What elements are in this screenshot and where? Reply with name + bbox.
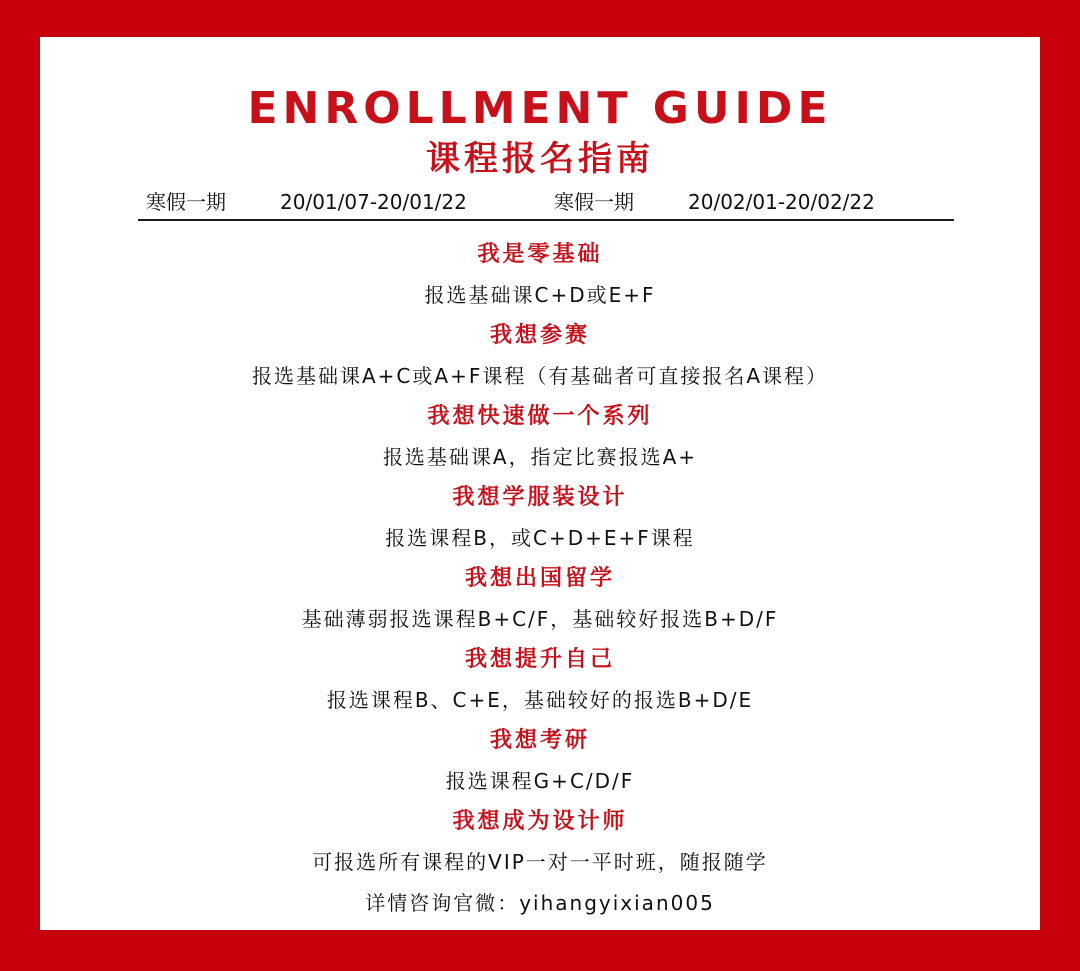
section-heading: 我想参赛 xyxy=(489,323,590,348)
section-text: 报选基础课C+D或E+F xyxy=(424,283,656,307)
section-text: 报选基础课A+C或A+F课程（有基础者可直接报名A课程） xyxy=(251,364,829,388)
section-text: 可报选所有课程的VIP一对一平时班，随报随学 xyxy=(312,850,768,874)
guide-sections xyxy=(40,235,1040,923)
section-heading: 我想成为设计师 xyxy=(452,809,628,834)
section-postgraduate xyxy=(40,721,1040,802)
contact-footer: 详情咨询官微：yihangyixian005 xyxy=(365,891,715,915)
section-text: 报选课程B，或C+D+E+F课程 xyxy=(385,526,695,550)
section-self-improvement xyxy=(40,640,1040,721)
section-heading: 我想出国留学 xyxy=(464,566,615,591)
section-text: 报选课程G+C/D/F xyxy=(445,769,635,793)
title-english: ENROLLMENT GUIDE xyxy=(247,83,833,134)
period2-range: 20/02/01-20/02/22 xyxy=(688,190,875,214)
period2-label: 寒假一期 xyxy=(554,190,634,214)
period1-label: 寒假一期 xyxy=(146,190,226,214)
section-heading: 我想快速做一个系列 xyxy=(427,404,653,429)
section-designer xyxy=(40,802,1040,883)
guide-card xyxy=(40,37,1040,930)
section-heading: 我想提升自己 xyxy=(464,647,615,672)
title-chinese: 课程报名指南 xyxy=(426,139,654,179)
section-fashion-design xyxy=(40,478,1040,559)
section-study-abroad xyxy=(40,559,1040,640)
section-heading: 我想考研 xyxy=(489,728,590,753)
date-row xyxy=(138,185,954,221)
section-series xyxy=(40,397,1040,478)
period1-range: 20/01/07-20/01/22 xyxy=(280,190,467,214)
section-text: 基础薄弱报选课程B+C/F，基础较好报选B+D/F xyxy=(301,607,779,631)
section-text: 报选课程B、C+E，基础较好的报选B+D/E xyxy=(326,688,754,712)
section-zero-basis xyxy=(40,235,1040,316)
section-text: 报选基础课A，指定比赛报选A+ xyxy=(382,445,698,469)
section-heading: 我是零基础 xyxy=(477,242,603,267)
section-heading: 我想学服装设计 xyxy=(452,485,628,510)
section-competition xyxy=(40,316,1040,397)
